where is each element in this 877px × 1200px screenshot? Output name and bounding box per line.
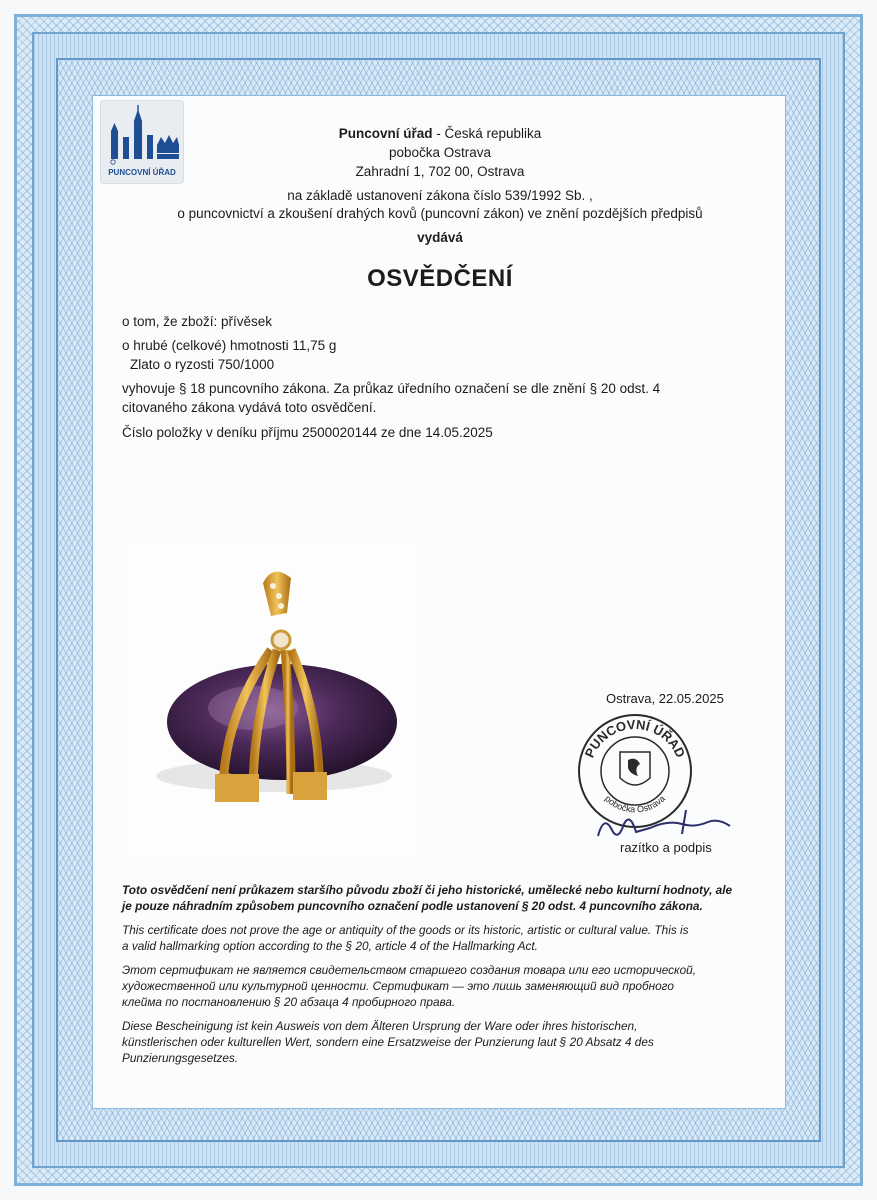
- disclaimer-cz-line-2: je pouze náhradním způsobem puncovního označení podle ustanovení § 20 odst. 4 puncovního zákona.: [122, 899, 703, 913]
- pendant-photo: [123, 538, 418, 860]
- stamp-ring-bottom: pobočka Ostrava: [603, 793, 667, 815]
- disclaimer-ru-line-3: клейма по постановлению § 20 абзаца 4 пробирного права.: [122, 995, 456, 1009]
- disclaimer-de-line-2: künstlerischen oder kulturellen Wert, sondern eine Ersatzweise der Punzierung laut § 20 Absatz 4 des: [122, 1035, 654, 1049]
- stamp-ring-top: PUNCOVNÍ ÚŘAD: [581, 716, 689, 760]
- disclaimer-ru-line-2: художественной или культурной ценности. Сертификат — это лишь заменяющий вид пробного: [122, 979, 674, 993]
- law-reference-line-1: na základě ustanovení zákona číslo 539/1992 Sb. ,: [287, 188, 593, 203]
- item-description: o tom, že zboží: přívěsek: [122, 314, 273, 329]
- weight-line: o hrubé (celkové) hmotnosti 11,75 g: [122, 338, 337, 353]
- logo-label: PUNCOVNÍ ÚŘAD: [108, 168, 176, 177]
- disclaimer-cz-line-1: Toto osvědčení není průkazem staršího původu zboží či jeho historické, umělecké nebo kulturní hodnoty, ale: [122, 883, 733, 897]
- compliance-line-2: citovaného zákona vydává toto osvědčení.: [122, 400, 377, 415]
- office-name: Puncovní úřad: [338, 126, 433, 141]
- metal-fineness: Zlato o ryzosti 750/1000: [130, 357, 275, 372]
- certificate-title: OSVĚDČENÍ: [367, 265, 513, 292]
- branch-name: pobočka Ostrava: [388, 145, 492, 160]
- place-and-date: Ostrava, 22.05.2025: [606, 691, 724, 706]
- issues-label: vydává: [417, 230, 463, 245]
- disclaimer-en-line-1: This certificate does not prove the age or antiquity of the goods or its historic, artistic or cultural value. This is: [122, 923, 689, 937]
- disclaimer-de-line-3: Punzierungsgesetzes.: [122, 1051, 239, 1065]
- disclaimer-de-line-1: Diese Bescheinigung ist kein Ausweis von dem Älteren Ursprung der Ware oder ihres historischen,: [122, 1019, 638, 1033]
- compliance-line-1: vyhovuje § 18 puncovního zákona. Za průkaz úředního označení se dle znění § 20 odst. 4: [122, 381, 661, 396]
- disclaimer-ru-line-1: Этот сертификат не является свидетельством старшего создания товара или его исторической,: [122, 963, 696, 977]
- disclaimer-en-line-2: a valid hallmarking option according to the § 20, article 4 of the Hallmarking Act.: [122, 939, 538, 953]
- office-name-line: [160, 126, 720, 141]
- register-number-line: Číslo položky v deníku příjmu 2500020144 ze dne 14.05.2025: [122, 425, 493, 440]
- office-country: - Česká republika: [432, 126, 542, 141]
- svg-text:PUNCOVNÍ ÚŘAD: [582, 717, 689, 760]
- law-reference-line-2: o puncovnictví a zkoušení drahých kovů (puncovní zákon) ve znění pozdějších předpisů: [177, 206, 703, 221]
- stamp-caption: razítko a podpis: [620, 840, 712, 855]
- branch-address: Zahradní 1, 702 00, Ostrava: [355, 164, 525, 179]
